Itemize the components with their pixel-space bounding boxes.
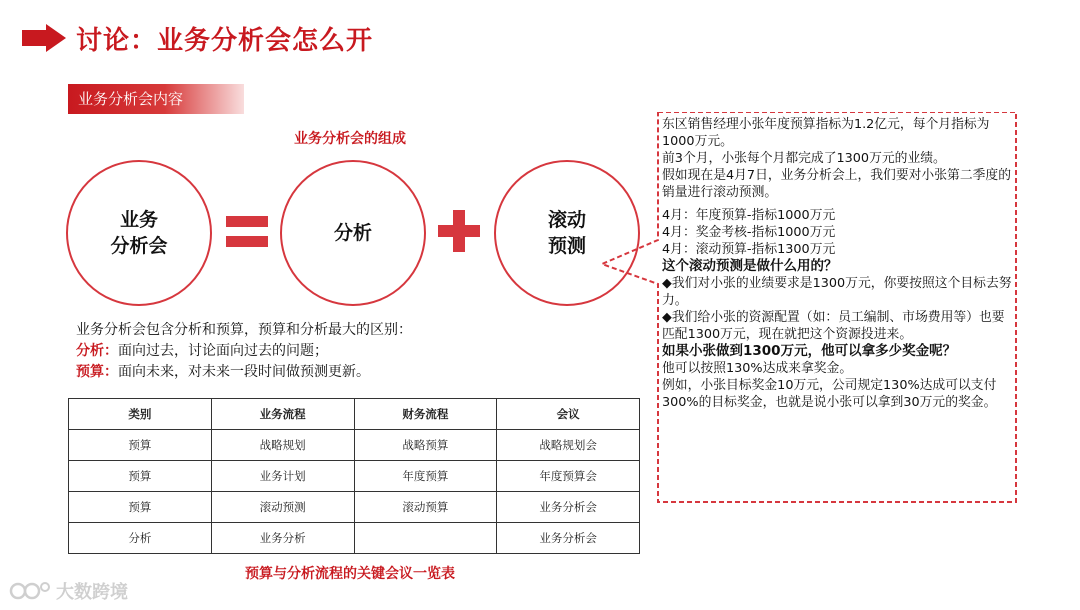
table-cell: 滚动预测 — [211, 492, 354, 523]
callout-line: 4月：年度预算-指标1000万元 — [662, 208, 836, 223]
circle2-label: 分析 — [333, 222, 372, 244]
table-cell: 年度预算 — [354, 461, 497, 492]
table-cell: 滚动预算 — [354, 492, 497, 523]
table-cell: 战略规划 — [211, 430, 354, 461]
callout-question: 如果小张做到1300万元，他可以拿多少奖金呢？ — [662, 343, 957, 359]
table-row — [69, 430, 640, 461]
example-callout — [662, 116, 1014, 411]
analysis-label: 分析： — [76, 343, 118, 359]
callout-line: 4月：奖金考核-指标1000万元 — [662, 225, 836, 240]
circle3-line2: 预测 — [547, 235, 586, 257]
table-cell: 战略预算 — [354, 430, 497, 461]
circle3-line1: 滚动 — [547, 209, 586, 231]
table-cell: 战略规划会 — [497, 430, 640, 461]
description-budget — [76, 362, 576, 383]
callout-line: 4月：滚动预算-指标1300万元 — [662, 242, 836, 257]
table-cell: 预算 — [69, 430, 212, 461]
table-row — [69, 492, 640, 523]
description-analysis — [76, 341, 576, 362]
table-header: 会议 — [497, 399, 640, 430]
circle-business-analysis-meeting — [66, 160, 212, 306]
table-cell: 预算 — [69, 492, 212, 523]
callout-text: 前3个月，小张每个月都完成了1300万元的业绩。 — [662, 151, 946, 166]
callout-answer: 他可以按照130%达成来拿奖金。 — [662, 361, 853, 376]
table-cell: 业务分析会 — [497, 492, 640, 523]
table-row — [69, 461, 640, 492]
composition-title: 业务分析会的组成 — [294, 131, 406, 147]
callout-answer: 例如，小张目标奖金10万元，公司规定130%达成可以支付300%的目标奖金，也就是说小张可以拿到30万元的奖金。 — [662, 378, 997, 410]
table-header: 财务流程 — [354, 399, 497, 430]
callout-text: 东区销售经理小张年度预算指标为1.2亿元，每个月指标为1000万元。 — [662, 117, 990, 149]
analysis-text: 面向过去，讨论面向过去的问题； — [118, 343, 328, 359]
watermark-text: 大数跨境 — [56, 582, 128, 603]
table-cell: 业务计划 — [211, 461, 354, 492]
table-cell: 分析 — [69, 523, 212, 554]
table-cell — [354, 523, 497, 554]
circle1-line1: 业务 — [119, 209, 158, 231]
equals-icon — [226, 214, 268, 250]
page-title: 讨论：业务分析会怎么开 — [76, 26, 374, 56]
circle1-line2: 分析会 — [110, 235, 168, 257]
title-arrow-icon — [22, 24, 66, 52]
table-cell: 业务分析会 — [497, 523, 640, 554]
table-header-row — [69, 399, 640, 430]
description-intro: 业务分析会包含分析和预算，预算和分析最大的区别： — [76, 322, 412, 338]
table-cell: 年度预算会 — [497, 461, 640, 492]
table-cell: 预算 — [69, 461, 212, 492]
circle-analysis — [280, 160, 426, 306]
process-meeting-table — [68, 398, 640, 554]
table-header: 业务流程 — [211, 399, 354, 430]
table-cell: 业务分析 — [211, 523, 354, 554]
table-caption: 预算与分析流程的关键会议一览表 — [245, 566, 455, 582]
callout-bullet: ◆我们对小张的业绩要求是1300万元，你要按照这个目标去努力。 — [662, 276, 1012, 308]
watermark-logo-icon — [8, 581, 52, 601]
watermark — [8, 578, 128, 604]
description-block — [76, 320, 576, 383]
callout-bullet: ◆我们给小张的资源配置（如：员工编制、市场费用等）也要匹配1300万元，现在就把这个资源投进来。 — [662, 310, 1005, 342]
table-header: 类别 — [69, 399, 212, 430]
section-tag: 业务分析会内容 — [68, 84, 244, 114]
budget-text: 面向未来，对未来一段时间做预测更新。 — [118, 364, 370, 380]
callout-question: 这个滚动预测是做什么用的？ — [662, 258, 838, 274]
plus-icon — [438, 210, 480, 252]
callout-text: 假如现在是4月7日，业务分析会上，我们要对小张第二季度的销量进行滚动预测。 — [662, 168, 1012, 200]
budget-label: 预算： — [76, 364, 118, 380]
table-row — [69, 523, 640, 554]
